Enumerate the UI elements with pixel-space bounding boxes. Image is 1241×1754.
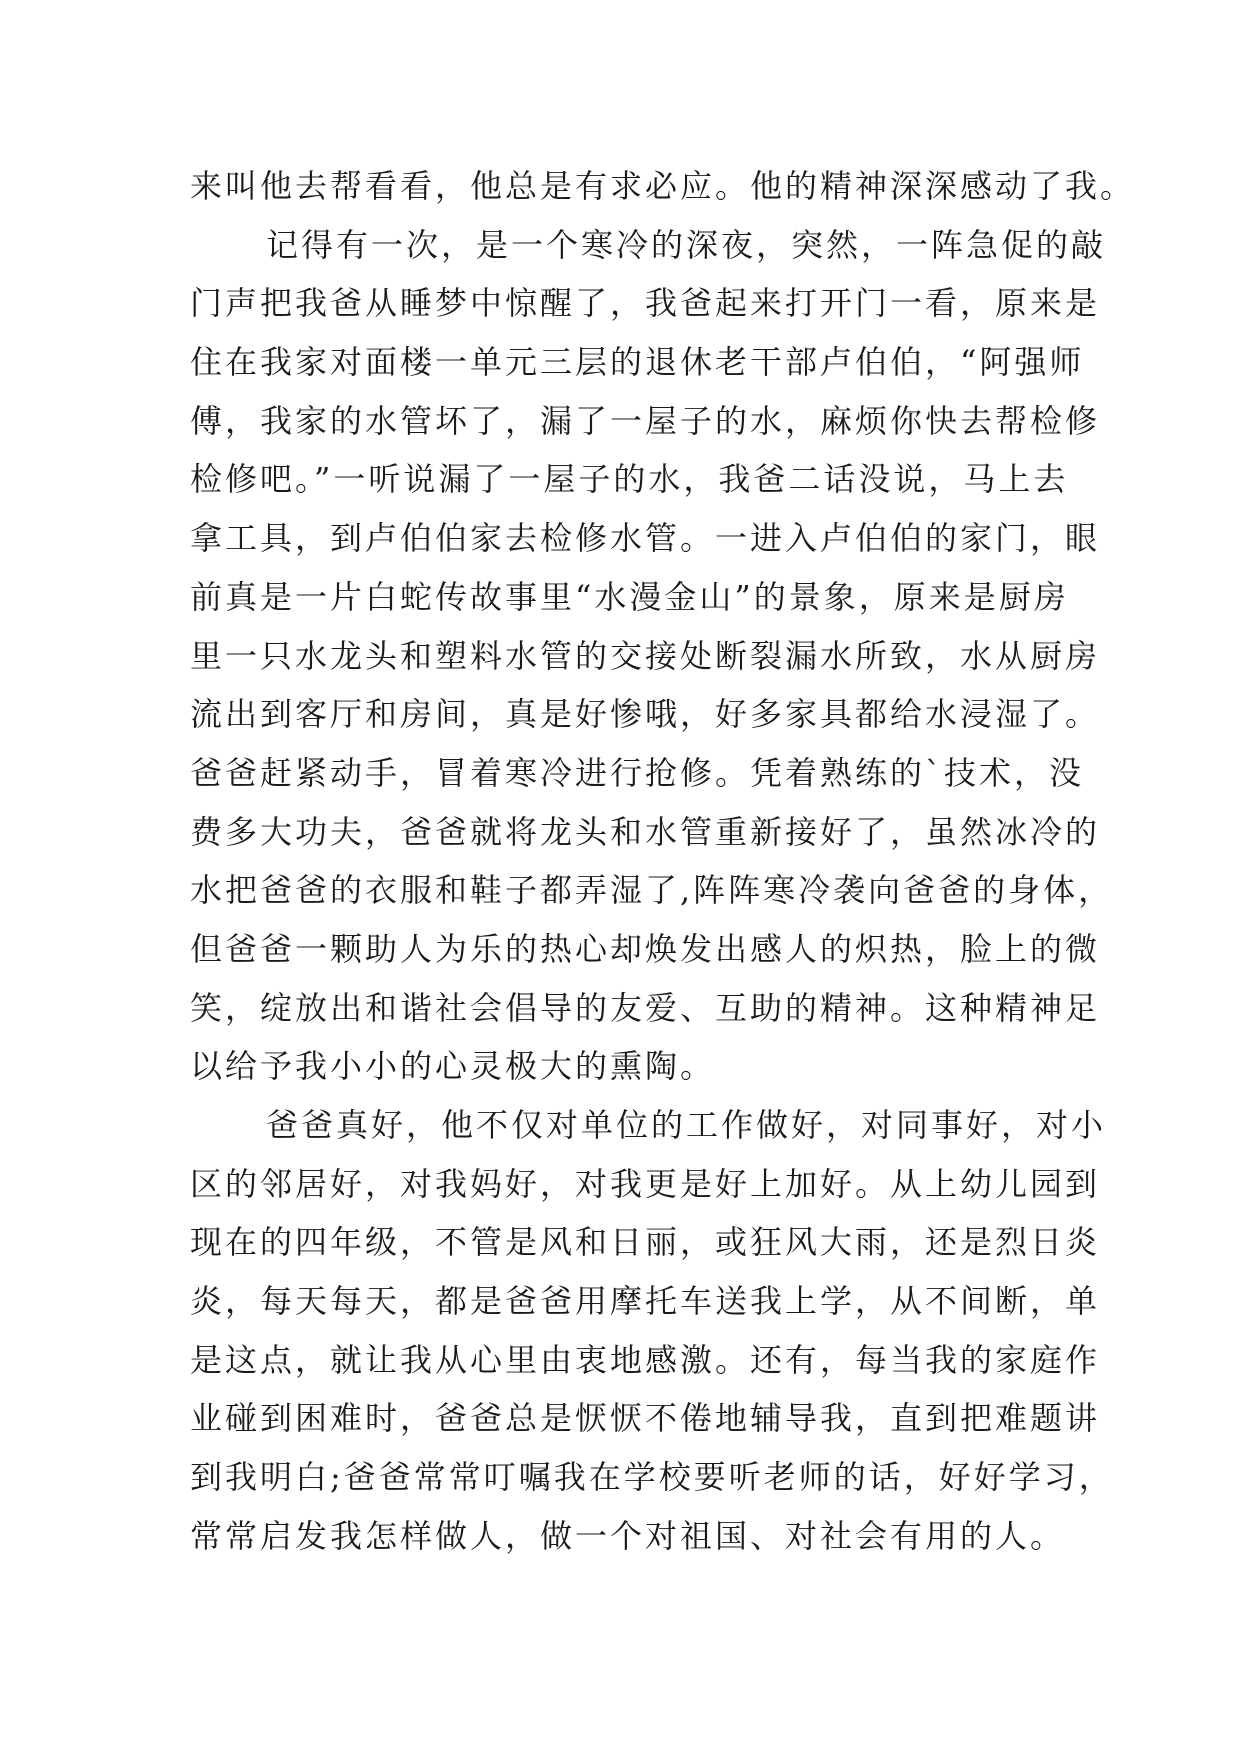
text-line: 但爸爸一颗助人为乐的热心却焕发出感人的炽热，脸上的微	[190, 929, 1101, 968]
text-line: 业碰到困难时，爸爸总是恹恹不倦地辅导我，直到把难题讲	[190, 1399, 1101, 1438]
text-line: 来叫他去帮看看，他总是有求必应。他的精神深深感动了我。	[190, 167, 1136, 205]
text-line: 区的邻居好，对我妈好，对我更是好上加好。从上幼儿园到	[190, 1164, 1101, 1203]
text-line: 炎，每天每天，都是爸爸用摩托车送我上学，从不间断，单	[190, 1282, 1101, 1321]
text-line: 是这点，就让我从心里由衷地感激。还有，每当我的家庭作	[190, 1340, 1101, 1379]
text-line: 以给予我小小的心灵极大的熏陶。	[190, 1047, 716, 1086]
text-line: 拿工具，到卢伯伯家去检修水管。一进入卢伯伯的家门，眼	[190, 519, 1101, 558]
text-line: 到我明白;爸爸常常叮嘱我在学校要听老师的话，好好学习，	[190, 1458, 1114, 1497]
body-text	[190, 157, 1136, 1566]
text-line: 流出到客厅和房间，真是好惨哦，好多家具都给水浸湿了。	[190, 695, 1101, 734]
text-line: 傅，我家的水管坏了，漏了一屋子的水，麻烦你快去帮检修	[190, 401, 1101, 440]
text-line: 前真是一片白蛇传故事里“水漫金山”的景象，原来是厨房	[190, 577, 1069, 616]
paragraph-first-line: 爸爸真好，他不仅对单位的工作做好，对同事好，对小	[266, 1106, 1107, 1144]
text-line: 住在我家对面楼一单元三层的退休老干部卢伯伯，“阿强师	[190, 343, 1085, 382]
text-line: 费多大功夫，爸爸就将龙头和水管重新接好了，虽然冰冷的	[190, 812, 1101, 851]
text-line: 爸爸赶紧动手，冒着寒冷进行抢修。凭着熟练的`技术，没	[190, 753, 1085, 792]
text-line: 现在的四年级，不管是风和日丽，或狂风大雨，还是烈日炎	[190, 1223, 1101, 1262]
text-line: 里一只水龙头和塑料水管的交接处断裂漏水所致，水从厨房	[190, 636, 1101, 675]
text-line: 水把爸爸的衣服和鞋子都弄湿了,阵阵寒冷袭向爸爸的身体，	[190, 871, 1114, 910]
paragraph-first-line: 记得有一次，是一个寒冷的深夜，突然，一阵急促的敲	[266, 225, 1107, 264]
text-line: 门声把我爸从睡梦中惊醒了，我爸起来打开门一看，原来是	[190, 284, 1101, 323]
text-line: 常常启发我怎样做人，做一个对祖国、对社会有用的人。	[190, 1516, 1066, 1555]
text-line: 笑，绽放出和谐社会倡导的友爱、互助的精神。这种精神足	[190, 988, 1101, 1027]
text-line: 检修吧。”一听说漏了一屋子的水，我爸二话没说，马上去	[190, 460, 1069, 499]
